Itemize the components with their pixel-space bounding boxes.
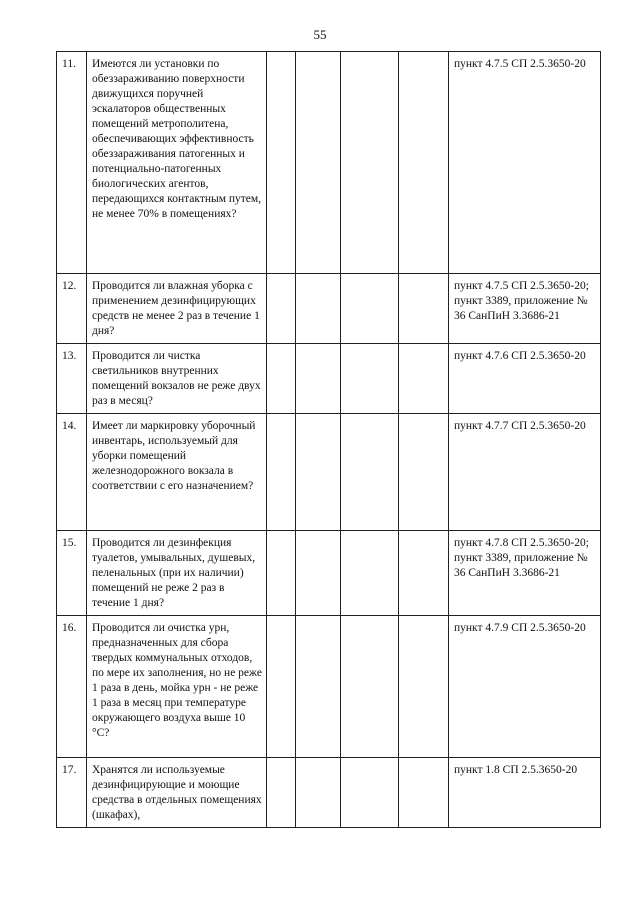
blank-cell [399,758,449,828]
blank-cell [267,758,296,828]
reference-text: пункт 4.7.7 СП 2.5.3650-20 [449,414,601,531]
table-row [57,758,601,828]
blank-cell [341,52,399,274]
table-row [57,616,601,758]
reference-text: пункт 4.7.9 СП 2.5.3650-20 [449,616,601,758]
table-row [57,52,601,274]
blank-cell [267,344,296,414]
blank-cell [296,274,341,344]
blank-cell [267,531,296,616]
row-number: 17. [57,758,87,828]
blank-cell [399,414,449,531]
question-text: Имеет ли маркировку уборочный инвентарь, используемый для уборки помещений железнодорожного вокзала в соответствии с его назначением? [87,414,267,531]
table-row [57,344,601,414]
question-text: Хранятся ли используемые дезинфицирующие и моющие средства в отдельных помещениях (шкафах), [87,758,267,828]
blank-cell [399,274,449,344]
page-number: 55 [313,27,327,42]
reference-text: пункт 4.7.6 СП 2.5.3650-20 [449,344,601,414]
reference-text: пункт 4.7.5 СП 2.5.3650-20; пункт 3389, приложение № 36 СанПиН 3.3686-21 [449,274,601,344]
blank-cell [296,616,341,758]
question-text: Имеются ли установки по обеззараживанию поверхности движущихся поручней эскалаторов общественных помещений метрополитена, обеспечивающих эффективность обеззараживания патогенных и потенциально-патогенных биологических агентов, передающихся контактным путем, не менее 70% в помещениях? [87,52,267,274]
row-number: 13. [57,344,87,414]
row-number: 11. [57,52,87,274]
question-text: Проводится ли влажная уборка с применением дезинфицирующих средств не менее 2 раз в течение 1 дня? [87,274,267,344]
blank-cell [399,616,449,758]
reference-text: пункт 4.7.5 СП 2.5.3650-20 [449,52,601,274]
reference-text: пункт 1.8 СП 2.5.3650-20 [449,758,601,828]
blank-cell [267,414,296,531]
row-number: 14. [57,414,87,531]
blank-cell [267,616,296,758]
blank-cell [341,344,399,414]
question-text: Проводится ли дезинфекция туалетов, умывальных, душевых, пеленальных (при их наличии) помещений не реже 2 раз в течение 1 дня? [87,531,267,616]
blank-cell [267,274,296,344]
row-number: 15. [57,531,87,616]
table-row [57,414,601,531]
table-row [57,274,601,344]
blank-cell [341,758,399,828]
blank-cell [296,531,341,616]
blank-cell [296,344,341,414]
blank-cell [296,758,341,828]
blank-cell [267,52,296,274]
checklist-table [56,51,601,828]
blank-cell [341,616,399,758]
row-number: 16. [57,616,87,758]
blank-cell [399,52,449,274]
reference-text: пункт 4.7.8 СП 2.5.3650-20; пункт 3389, приложение № 36 СанПиН 3.3686-21 [449,531,601,616]
blank-cell [341,274,399,344]
blank-cell [296,414,341,531]
blank-cell [399,531,449,616]
blank-cell [341,531,399,616]
blank-cell [341,414,399,531]
question-text: Проводится ли чистка светильников внутренних помещений вокзалов не реже двух раз в месяц? [87,344,267,414]
row-number: 12. [57,274,87,344]
blank-cell [296,52,341,274]
table-row [57,531,601,616]
blank-cell [399,344,449,414]
question-text: Проводится ли очистка урн, предназначенных для сбора твердых коммунальных отходов, по мере их заполнения, но не реже 1 раза в день, мойка урн - не реже 1 раза в месяц при температуре окружающего воздуха выше 10 °С? [87,616,267,758]
